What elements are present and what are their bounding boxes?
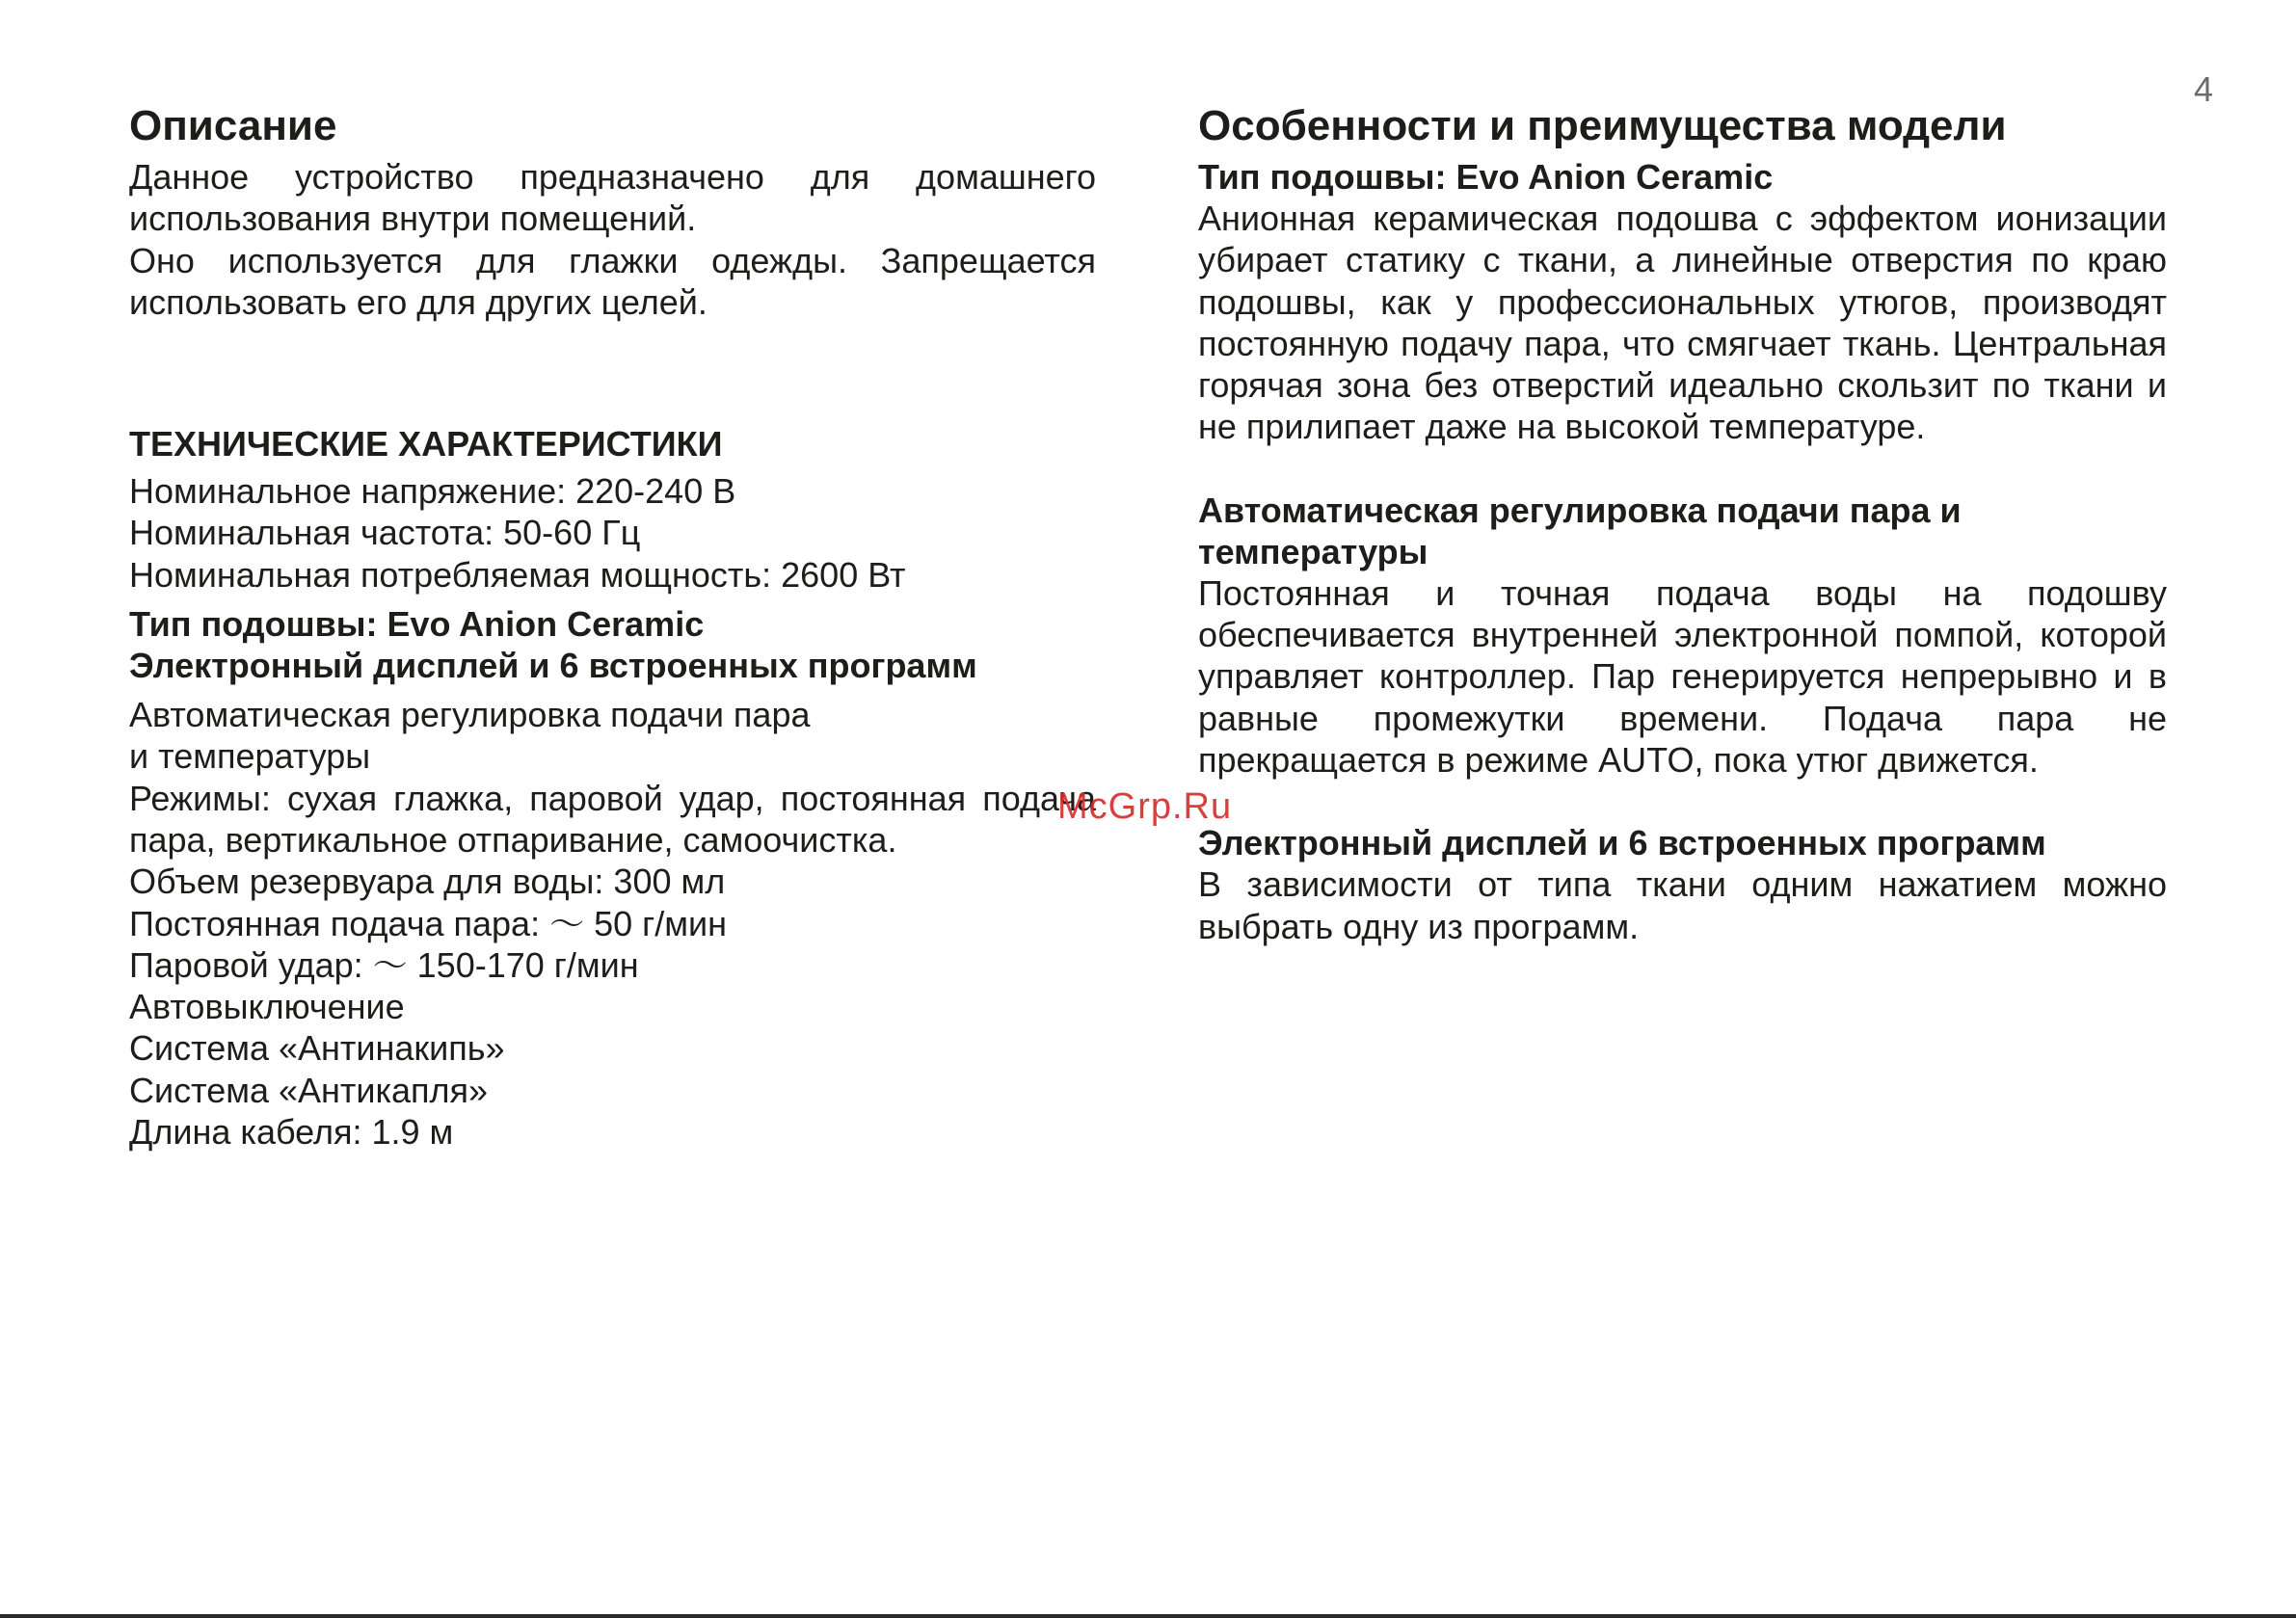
specs-title: ТЕХНИЧЕСКИЕ ХАРАКТЕРИСТИКИ — [129, 424, 723, 464]
spec-soleplate: Тип подошвы: Evo Anion Ceramic — [129, 604, 705, 645]
left-column — [129, 96, 1096, 1153]
spec-anti-calc: Система «Антинакипь» — [129, 1028, 505, 1069]
feature-body-auto: Постоянная и точная подача воды на подошву обеспечивается внутренней электронной помпой, которой управляет контроллер. Пар генерируется непрерывно и в равные промежутки времени. Подача пара не прекращается в режиме AUTO, пока утюг движется. — [1198, 572, 2167, 780]
description-paragraph-1: Данное устройство предназначено для домашнего использования внутри помещений. — [129, 157, 1096, 239]
spec-tank: Объем резервуара для воды: 300 мл — [129, 862, 726, 902]
features-title: Особенности и преимущества модели — [1198, 102, 2007, 149]
feature-heading-auto: Автоматическая регулировка подачи пара и температуры — [1198, 490, 1962, 571]
spec-frequency: Номинальная частота: 50-60 Гц — [129, 513, 641, 553]
spec-power: Номинальная потребляемая мощность: 2600 Вт — [129, 554, 906, 595]
right-column — [1198, 96, 2167, 947]
spec-anti-drip: Система «Антикапля» — [129, 1070, 489, 1110]
spec-cable: Длина кабеля: 1.9 м — [129, 1112, 454, 1153]
spec-modes: Режимы: сухая глажка, паровой удар, постоянная подача пара, вертикальное отпаривание, самоочистка. — [129, 778, 1096, 860]
spec-steam-burst: Паровой удар: 〜 150-170 г/мин — [129, 944, 639, 985]
spec-auto-line-1: Автоматическая регулировка подачи пара — [129, 695, 811, 735]
page-number: 4 — [2193, 69, 2213, 109]
description-paragraph-2: Оно используется для глажки одежды. Запрещается использовать его для других целей. — [129, 240, 1096, 322]
spec-auto-line-2: и температуры — [129, 736, 371, 777]
spec-auto-off: Автовыключение — [129, 987, 405, 1027]
feature-body-soleplate: Анионная керамическая подошва с эффектом ионизации убирает статику с ткани, а линейные отверстия по краю подошвы, как у профессиональных утюгов, производят постоянную подачу пара, что смягчает ткань. Центральная горячая зона без отверстий идеально скользит по ткани и не прилипает даже на высокой температуре. — [1198, 199, 2167, 447]
feature-heading-display: Электронный дисплей и 6 встроенных программ — [1198, 823, 2046, 863]
watermark-text: McGrp.Ru — [1057, 786, 1233, 827]
bottom-rule — [0, 1614, 2296, 1618]
feature-heading-soleplate: Тип подошвы: Evo Anion Ceramic — [1198, 157, 1774, 197]
feature-body-display: В зависимости от типа ткани одним нажатием можно выбрать одну из программ. — [1198, 864, 2167, 946]
spec-voltage: Номинальное напряжение: 220-240 В — [129, 471, 736, 512]
description-title: Описание — [129, 102, 337, 149]
spec-steam-flow: Постоянная подача пара: 〜 50 г/мин — [129, 903, 727, 943]
spec-display: Электронный дисплей и 6 встроенных программ — [129, 646, 977, 686]
